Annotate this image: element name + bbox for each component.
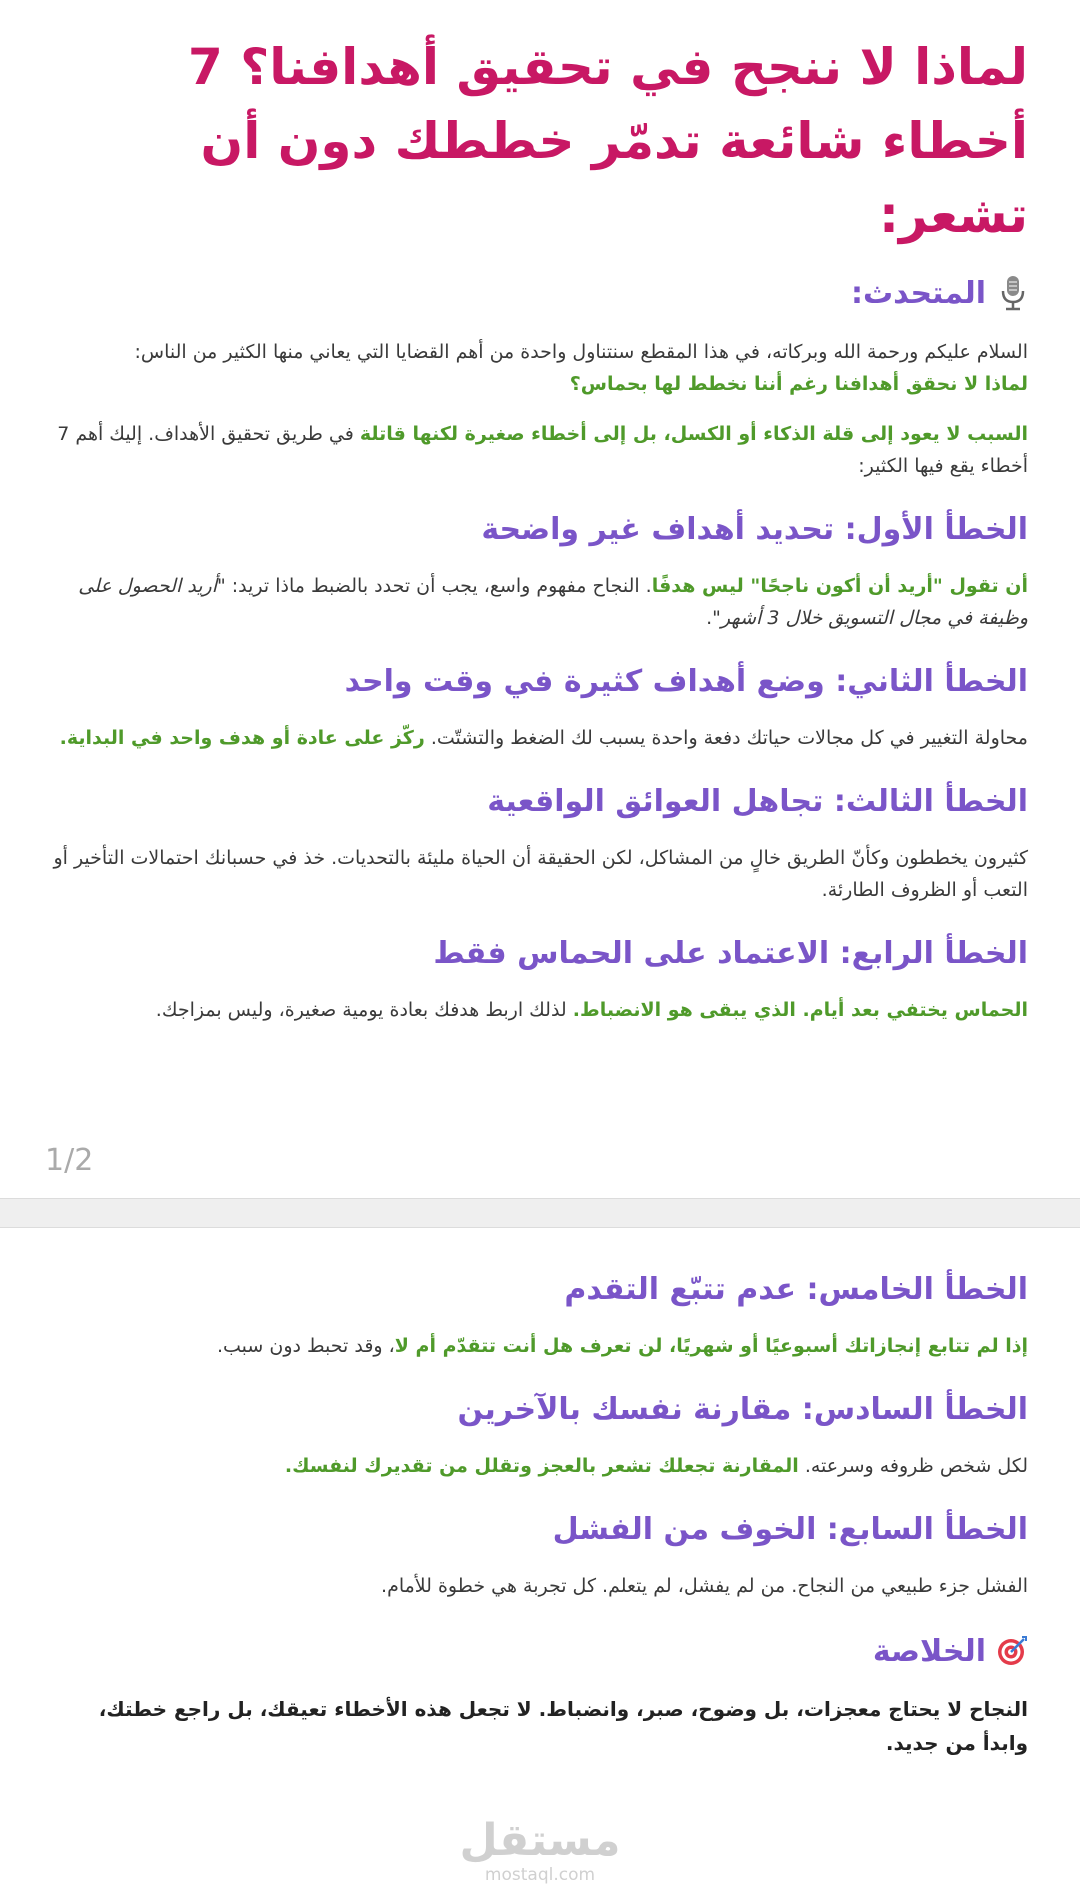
mistake-2-text-a: محاولة التغيير في كل مجالات حياتك دفعة واحدة يسبب لك الضغط والتشتّت. xyxy=(424,727,1028,749)
conclusion-label: الخلاصة xyxy=(872,1633,986,1669)
mistake-4-bold: الحماس يختفي بعد أيام. الذي يبقى هو الانضباط. xyxy=(572,999,1028,1021)
mistake-2-heading: الخطأ الثاني: وضع أهداف كثيرة في وقت واحد xyxy=(344,664,1028,699)
mistake-3-text: كثيرون يخططون وكأنّ الطريق خالٍ من المشاكل، لكن الحقيقة أن الحياة مليئة بالتحديات. خذ في حسبانك احتمالات التأخير أو التعب أو الظروف الطارئة. xyxy=(53,847,1028,901)
mistake-4-heading: الخطأ الرابع: الاعتماد على الحماس فقط xyxy=(433,936,1028,971)
intro-greeting: السلام عليكم ورحمة الله وبركاته، في هذا المقطع سنتناول واحدة من أهم القضايا التي يعاني منها الكثير من الناس: xyxy=(134,341,1028,363)
mistake-7-text: الفشل جزء طبيعي من النجاح. من لم يفشل، لم يتعلم. كل تجربة هي خطوة للأمام. xyxy=(381,1575,1028,1597)
mistake-2-bold: ركّز على عادة أو هدف واحد في البداية. xyxy=(59,727,425,749)
mistake-5-text-a: ، وقد تحبط دون سبب. xyxy=(216,1335,395,1357)
microphone-icon xyxy=(998,274,1028,312)
mistake-6-heading: الخطأ السادس: مقارنة نفسك بالآخرين xyxy=(457,1392,1028,1427)
mistake-1-text xyxy=(52,570,1028,634)
mistake-1-text-b: . xyxy=(706,607,713,629)
target-icon xyxy=(996,1635,1028,1667)
reason-bold: السبب لا يعود إلى قلة الذكاء أو الكسل، بل إلى أخطاء صغيرة لكنها قاتلة xyxy=(359,423,1028,445)
watermark-latin: mostaql.com xyxy=(484,1865,596,1885)
speaker-label: المتحدث: xyxy=(851,275,986,311)
mistake-1-bold: أن تقول "أريد أن أكون ناجحًا" ليس هدفًا xyxy=(651,575,1028,597)
intro-paragraph xyxy=(52,336,1028,400)
speaker-heading xyxy=(52,268,1028,318)
reason-rest: في طريق تحقيق الأهداف. إليك أهم 7 أخطاء يقع فيها الكثير: xyxy=(57,423,1028,477)
mistake-6-text-a: لكل شخص ظروفه وسرعته. xyxy=(798,1455,1028,1477)
mistake-6-bold: المقارنة تجعلك تشعر بالعجز وتقلل من تقديرك لنفسك. xyxy=(284,1455,799,1477)
conclusion-text: النجاح لا يحتاج معجزات، بل وضوح، صبر، وانضباط. لا تجعل هذه الأخطاء تعيقك، بل راجع خطتك، وابدأ من جديد. xyxy=(98,1697,1028,1755)
mistake-1-heading: الخطأ الأول: تحديد أهداف غير واضحة xyxy=(481,512,1028,547)
page-title: لماذا لا ننجح في تحقيق أهدافنا؟ 7 أخطاء شائعة تدمّر خططك دون أن تشعر: xyxy=(188,38,1028,244)
mistake-1-text-a: . النجاح مفهوم واسع، يجب أن تحدد بالضبط ماذا تريد: xyxy=(225,575,652,597)
mistake-4-text xyxy=(52,994,1028,1026)
reason-paragraph xyxy=(52,418,1028,482)
mistake-3-heading: الخطأ الثالث: تجاهل العوائق الواقعية xyxy=(487,784,1028,819)
intro-question: لماذا لا نحقق أهدافنا رغم أننا نخطط لها بحماس؟ xyxy=(569,373,1028,395)
conclusion-heading xyxy=(52,1628,1028,1674)
mistake-5-text xyxy=(52,1330,1028,1362)
page-two xyxy=(0,1228,1080,1901)
mistake-7-heading: الخطأ السابع: الخوف من الفشل xyxy=(552,1512,1028,1547)
mistake-6-text xyxy=(52,1450,1028,1482)
mistake-4-text-a: لذلك اربط هدفك بعادة يومية صغيرة، وليس بمزاجك. xyxy=(155,999,573,1021)
mistake-1-example: "أريد الحصول على وظيفة في مجال التسويق خلال 3 أشهر" xyxy=(78,575,1028,629)
watermark-arabic: مستقل xyxy=(459,1815,621,1866)
page-separator xyxy=(0,1198,1080,1228)
mistake-5-heading: الخطأ الخامس: عدم تتبّع التقدم xyxy=(564,1272,1028,1307)
page-indicator: 1/2 xyxy=(45,1143,94,1178)
mistake-2-text xyxy=(52,722,1028,754)
mostaql-watermark xyxy=(0,1817,1080,1885)
mistake-5-bold: إذا لم تتابع إنجازاتك أسبوعيًا أو شهريًا، لن تعرف هل أنت تتقدّم أم لا xyxy=(394,1335,1028,1357)
